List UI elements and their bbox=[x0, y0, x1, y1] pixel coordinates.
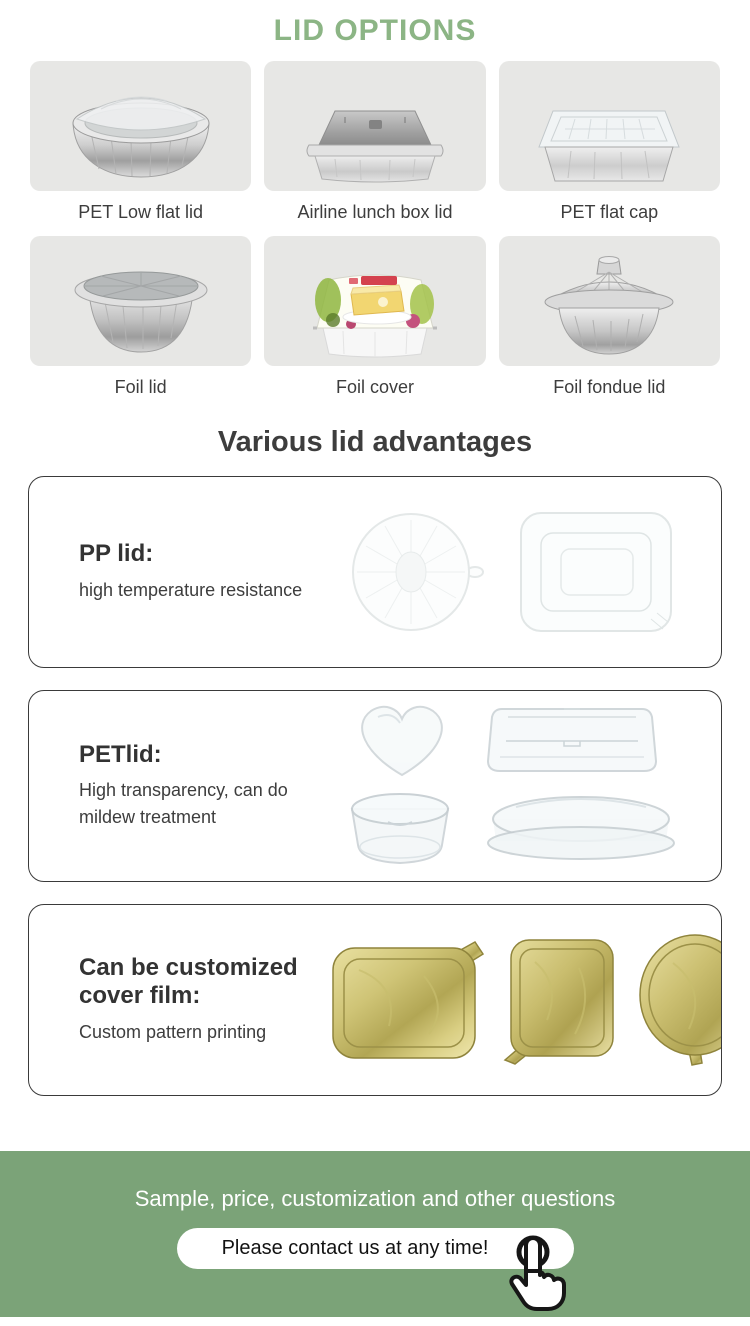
advantage-text-block bbox=[79, 741, 329, 832]
tap-hand-cursor-icon bbox=[504, 1233, 566, 1311]
lid-caption: Foil lid bbox=[114, 377, 167, 397]
rectangular-foil-box-icon bbox=[265, 61, 485, 191]
foil-cover-image bbox=[264, 236, 485, 366]
printed-cover-container-icon bbox=[265, 236, 485, 366]
gold-cover-films-image bbox=[329, 933, 722, 1067]
advantage-title: Can be customized cover film: bbox=[79, 954, 298, 1009]
round-foil-pan-icon bbox=[31, 61, 251, 191]
advantage-description: Custom pattern printing bbox=[79, 1021, 267, 1042]
advantage-box-cover-film bbox=[28, 904, 722, 1096]
footer-banner bbox=[0, 1151, 750, 1317]
square-gold-lid-icon bbox=[329, 936, 487, 1064]
contact-button[interactable] bbox=[177, 1228, 574, 1269]
advantage-box-pet-lid bbox=[28, 690, 722, 882]
round-gold-lid-icon bbox=[637, 933, 722, 1067]
advantage-text-block bbox=[79, 540, 329, 604]
oval-pet-lid-icon bbox=[486, 789, 676, 867]
advantage-title: PETlid: bbox=[79, 740, 162, 768]
clear-flat-lid-pan-icon bbox=[499, 61, 719, 191]
white-pp-lids-image bbox=[329, 507, 721, 637]
advantages-heading: Various lid advantages bbox=[217, 426, 533, 458]
advantage-box-pp-lid bbox=[28, 476, 722, 668]
footer-question-text: Sample, price, customization and other questions bbox=[134, 1186, 616, 1211]
lid-card-foil-lid bbox=[30, 236, 251, 411]
advantage-text-block bbox=[79, 954, 329, 1045]
lid-caption: Foil cover bbox=[335, 377, 414, 397]
advantage-title: PP lid: bbox=[79, 540, 154, 568]
clear-pet-lids-image bbox=[329, 701, 721, 871]
lid-card-pet-low-flat-lid bbox=[30, 61, 251, 236]
lid-card-foil-cover bbox=[264, 236, 485, 411]
lid-caption: Foil fondue lid bbox=[553, 377, 666, 397]
advantage-description: High transparency, can do mildew treatment bbox=[79, 780, 288, 828]
rectangular-gold-lid-icon bbox=[501, 934, 623, 1066]
airline-lunch-box-lid-image bbox=[264, 61, 485, 191]
round-pp-lid-icon bbox=[341, 508, 487, 636]
round-pot-flat-lid-icon bbox=[31, 236, 251, 366]
foil-lid-image bbox=[30, 236, 251, 366]
lid-caption: PET flat cap bbox=[560, 202, 659, 222]
foil-fondue-lid-image bbox=[499, 236, 720, 366]
lid-card-airline-lunch-box-lid bbox=[264, 61, 485, 236]
lid-caption: PET Low flat lid bbox=[78, 202, 204, 222]
pet-low-flat-lid-image bbox=[30, 61, 251, 191]
lid-caption: Airline lunch box lid bbox=[297, 202, 453, 222]
domed-knob-lid-pot-icon bbox=[499, 236, 719, 366]
rectangular-pet-lid-icon bbox=[486, 701, 658, 779]
lid-card-foil-fondue-lid bbox=[499, 236, 720, 411]
page-title: LID OPTIONS bbox=[273, 14, 477, 47]
square-pp-lid-icon bbox=[513, 507, 679, 637]
heart-pet-lid-icon bbox=[344, 701, 460, 779]
contact-button-label: Please contact us at any time! bbox=[221, 1237, 489, 1259]
lid-options-grid bbox=[0, 61, 750, 411]
lid-card-pet-flat-cap bbox=[499, 61, 720, 236]
advantage-description: high temperature resistance bbox=[79, 579, 303, 600]
round-pet-lid-icon bbox=[344, 785, 456, 871]
pet-flat-cap-image bbox=[499, 61, 720, 191]
